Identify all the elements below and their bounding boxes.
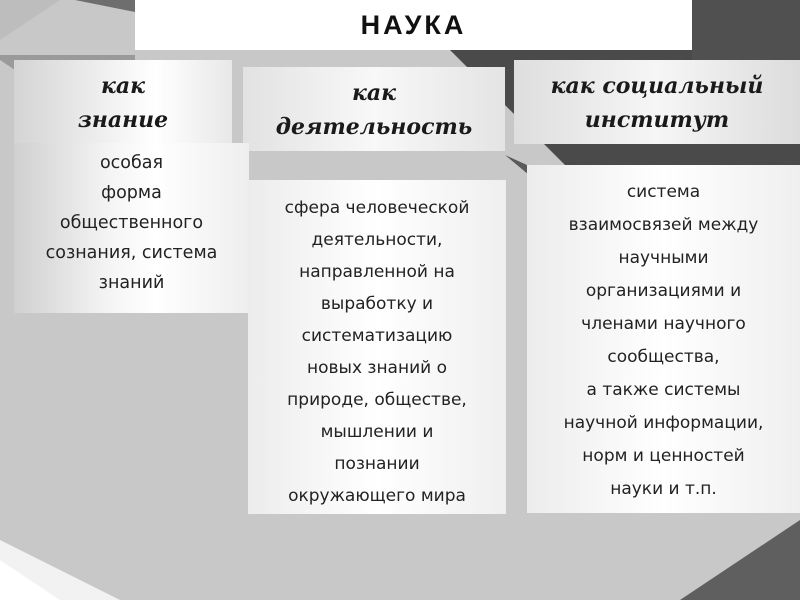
column-description-knowledge: особая форма общественного сознания, система знаний [14,143,249,313]
column-heading-institution: как социальный институт [514,60,800,144]
column-description-institution: система взаимосвязей между научными организациями и членами научного сообщества, а также системы научной информации, норм и ценностей науки и т.п. [527,165,800,513]
column-heading-activity: как деятельность [243,67,505,151]
column-description-activity: сфера человеческой деятельности, направленной на выработку и систематизацию новых знаний о природе, обществе, мышлении и познании окружающего мира [248,180,506,514]
page-title: НАУКА [135,0,692,50]
column-heading-knowledge: как знание [14,60,232,144]
